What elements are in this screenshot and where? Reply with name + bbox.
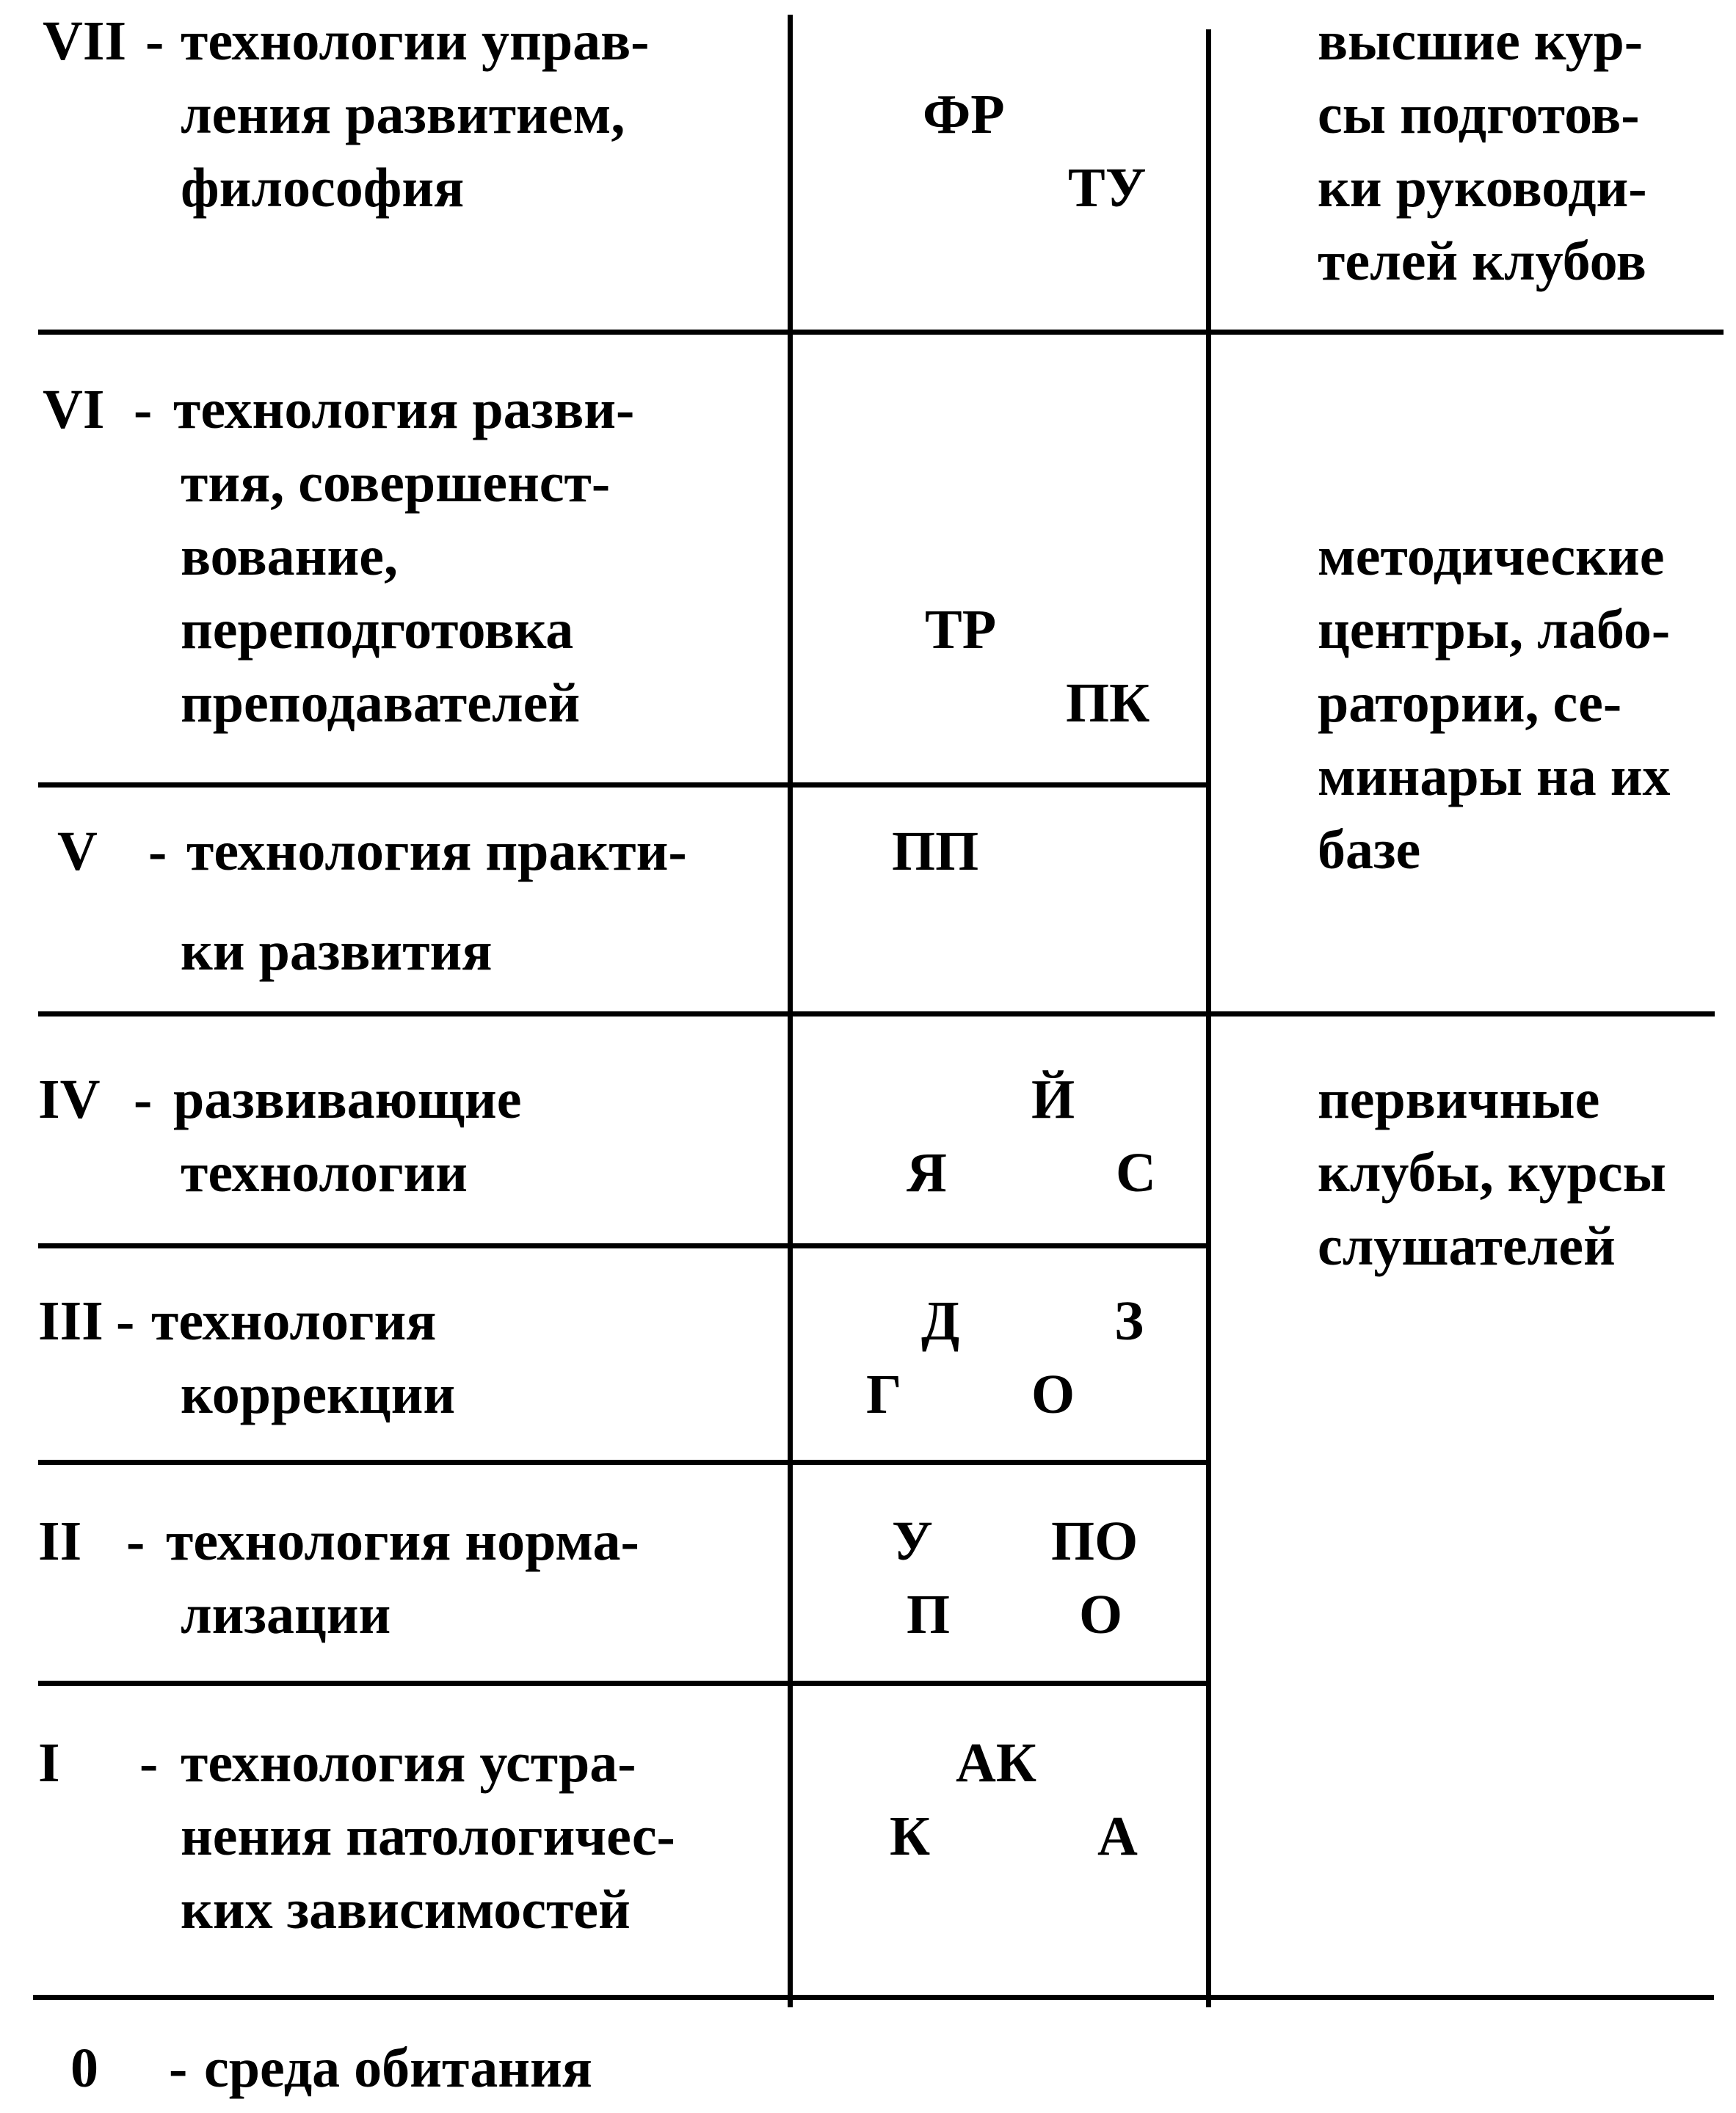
level-iii-dash: - [116,1290,135,1352]
institution-methodical-centers-line-4: минары на их [1318,746,1671,807]
level-iv-line-2: технологии [181,1142,468,1204]
level-iii-line-2: коррекции [181,1364,456,1425]
level-ii-code-p: П [907,1584,951,1645]
level-vii-numeral: VII [43,10,127,72]
institution-primary-clubs-line-1: первичные [1318,1069,1600,1130]
level-ii-code-u: У [892,1510,933,1572]
institution-primary-clubs-line-3: слушателей [1318,1215,1616,1277]
level-vii-code-tu: ТУ [1068,157,1147,219]
institution-higher-courses-line-4: телей клубов [1318,230,1646,292]
level-vi-code-pk: ПК [1066,672,1150,734]
level-v-line-1: технология практи- [186,821,687,882]
level-iv-line-1: развивающие [173,1069,522,1130]
institution-higher-courses-line-3: ки руководи- [1318,157,1647,219]
level-iii-code-z: З [1114,1290,1144,1352]
level-v-dash: - [148,821,167,882]
level-ii-line-1: технология норма- [166,1510,639,1572]
level-iii-line-1: технология [151,1290,437,1352]
level-vi-line-4: переподготовка [181,599,574,661]
level-v-code-pp: ПП [892,821,979,882]
institution-higher-courses-line-2: сы подготов- [1318,84,1640,145]
level-vi-line-5: преподавателей [181,672,581,734]
separator-iv-iii [38,1243,1208,1248]
level-v-line-2: ки развития [181,920,493,982]
level-i-line-3: ких зависимостей [181,1879,631,1941]
separator-vii-vi [38,330,1724,335]
level-vi-code-tr: ТР [925,599,997,661]
separator-ii-i [38,1681,1208,1686]
level-0-numeral: 0 [70,2037,98,2099]
level-iv-numeral: IV [38,1069,101,1130]
level-vi-dash: - [134,379,153,440]
level-iii-code-d: Д [921,1290,960,1352]
level-iv-code-s: С [1116,1142,1156,1204]
level-iv-dash: - [134,1069,153,1130]
level-vii-line-3: философия [181,157,465,219]
level-v-numeral: V [57,821,98,882]
level-i-code-a: А [1097,1805,1138,1867]
level-vi-line-3: вование, [181,525,398,587]
separator-bottom [33,1995,1714,2000]
institution-methodical-centers-line-3: ратории, се- [1318,672,1622,734]
level-vii-line-2: ления развитием, [181,84,625,145]
level-iii-code-g: Г [866,1364,902,1425]
separator-vi-v [38,782,1208,788]
institution-methodical-centers-line-5: базе [1318,819,1421,881]
level-i-numeral: I [38,1732,60,1794]
level-vii-line-1: технологии управ- [181,10,650,72]
level-i-code-k: К [890,1805,931,1867]
level-0-label: среда обитания [204,2037,592,2099]
level-vi-numeral: VI [43,379,105,440]
level-i-code-ak: АК [956,1732,1036,1794]
level-iv-code-y-short: Й [1031,1069,1075,1130]
level-ii-numeral: II [38,1510,82,1572]
level-vii-dash: - [145,10,164,72]
level-iii-numeral: III [38,1290,103,1352]
institution-higher-courses-line-1: высшие кур- [1318,10,1644,72]
level-iv-code-ya: Я [907,1142,947,1204]
divider-right-column [1206,29,1211,2007]
level-vii-code-fr: ФР [923,84,1005,145]
level-ii-dash: - [126,1510,145,1572]
level-0-dash: - [169,2037,188,2099]
level-vi-line-2: тия, совершенст- [181,452,611,514]
level-ii-line-2: лизации [181,1584,391,1645]
separator-v-iv [38,1011,1715,1017]
level-iii-code-o: О [1031,1364,1075,1425]
level-ii-code-po: ПО [1051,1510,1138,1572]
institution-methodical-centers-line-1: методические [1318,525,1665,587]
level-i-line-2: нения патологичес- [181,1805,675,1867]
institution-methodical-centers-line-2: центры, лабо- [1318,599,1671,661]
level-ii-code-o: О [1079,1584,1123,1645]
level-vi-line-1: технология разви- [173,379,635,440]
level-i-line-1: технология устра- [181,1732,636,1794]
institution-primary-clubs-line-2: клубы, курсы [1318,1142,1666,1204]
level-i-dash: - [139,1732,159,1794]
separator-iii-ii [38,1460,1208,1465]
